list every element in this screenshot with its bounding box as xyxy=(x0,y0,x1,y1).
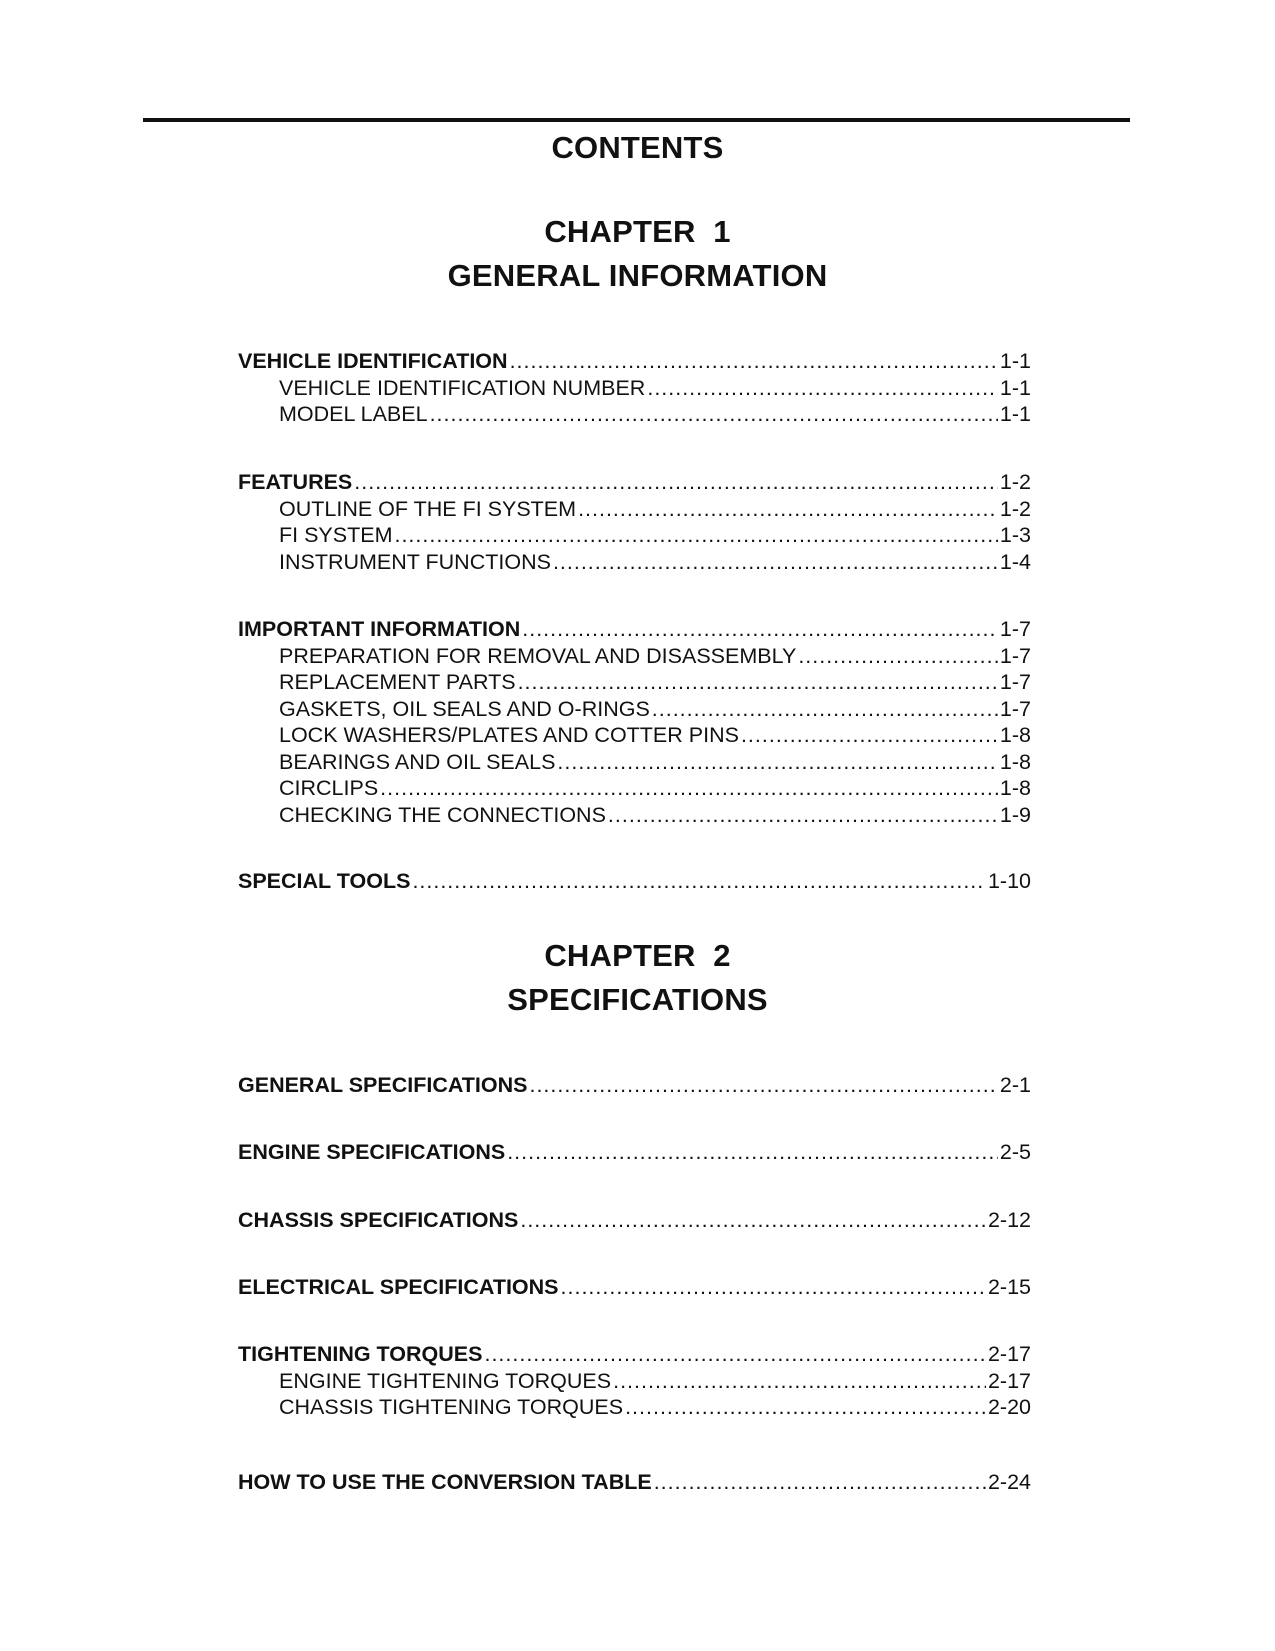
chapter-2-name: SPECIFICATIONS xyxy=(507,982,768,1017)
toc-entry-title: ELECTRICAL SPECIFICATIONS xyxy=(238,1275,559,1299)
chapter-2-heading: CHAPTER 2 xyxy=(544,938,731,973)
toc-section-chassis-specifications xyxy=(238,1207,1031,1234)
dot-leader xyxy=(625,1394,986,1421)
toc-subentry[interactable] xyxy=(238,775,1031,802)
toc-subentry[interactable] xyxy=(238,802,1031,829)
toc-subentry-page: 2-20 xyxy=(987,1395,1031,1419)
toc-entry-title: VEHICLE IDENTIFICATION xyxy=(238,349,508,373)
dot-leader xyxy=(741,722,998,749)
toc-subentry-title: REPLACEMENT PARTS xyxy=(279,670,516,694)
toc-entry[interactable] xyxy=(238,1341,1031,1368)
dot-leader xyxy=(529,1072,997,1099)
toc-entry-page: 2-12 xyxy=(987,1208,1031,1232)
contents-title: CONTENTS xyxy=(551,130,724,165)
toc-subentry[interactable] xyxy=(238,1368,1031,1395)
toc-entry-page: 1-7 xyxy=(999,617,1031,641)
toc-entry-page: 1-10 xyxy=(987,869,1031,893)
toc-subentry-title: OUTLINE OF THE FI SYSTEM xyxy=(279,496,577,521)
toc-subentry-page: 1-8 xyxy=(999,723,1031,747)
toc-entry[interactable] xyxy=(238,868,1031,895)
dot-leader xyxy=(430,401,998,428)
dot-leader xyxy=(652,696,998,723)
top-rule xyxy=(143,118,1130,122)
toc-entry[interactable] xyxy=(238,1274,1031,1301)
toc-entry-title: TIGHTENING TORQUES xyxy=(238,1342,483,1366)
dot-leader xyxy=(518,669,998,696)
dot-leader xyxy=(412,868,986,895)
toc-entry-title: GENERAL SPECIFICATIONS xyxy=(238,1073,528,1097)
toc-entry-page: 2-1 xyxy=(999,1073,1031,1097)
toc-section-electrical-specifications xyxy=(238,1274,1031,1301)
toc-subentry-title: PREPARATION FOR REMOVAL AND DISASSEMBLY xyxy=(279,643,797,668)
dot-leader xyxy=(557,749,998,776)
toc-subentry-page: 1-8 xyxy=(999,776,1031,800)
dot-leader xyxy=(798,643,998,670)
toc-section-features xyxy=(238,469,1031,575)
toc-subentry-page: 1-1 xyxy=(999,402,1031,426)
dot-leader xyxy=(654,1469,986,1496)
toc-section-vehicle-identification xyxy=(238,348,1031,428)
toc-subentry[interactable] xyxy=(238,696,1031,723)
toc-entry-title: IMPORTANT INFORMATION xyxy=(238,617,521,641)
toc-subentry[interactable] xyxy=(238,496,1031,523)
dot-leader xyxy=(507,1139,998,1166)
dot-leader xyxy=(647,375,998,402)
toc-subentry-page: 1-3 xyxy=(999,523,1031,547)
toc-subentry-title: MODEL LABEL xyxy=(279,402,428,426)
toc-subentry-page: 1-2 xyxy=(999,496,1031,521)
toc-section-important-information xyxy=(238,616,1031,828)
toc-subentry-page: 1-7 xyxy=(999,643,1031,668)
dot-leader xyxy=(484,1341,985,1368)
toc-entry-page: 1-1 xyxy=(999,349,1031,373)
chapter-1-name: GENERAL INFORMATION xyxy=(447,258,828,293)
toc-entry-page: 1-2 xyxy=(999,470,1031,494)
toc-entry-page: 2-24 xyxy=(987,1470,1031,1494)
dot-leader xyxy=(553,549,998,576)
toc-entry-title: CHASSIS SPECIFICATIONS xyxy=(238,1208,519,1232)
toc-subentry-page: 1-9 xyxy=(999,802,1031,827)
toc-section-general-specifications xyxy=(238,1072,1031,1099)
toc-subentry[interactable] xyxy=(238,549,1031,576)
toc-subentry[interactable] xyxy=(238,522,1031,549)
toc-subentry-page: 2-17 xyxy=(987,1368,1031,1393)
toc-subentry[interactable] xyxy=(238,749,1031,776)
toc-entry-title: SPECIAL TOOLS xyxy=(238,869,411,893)
toc-entry-page: 2-17 xyxy=(987,1342,1031,1366)
chapter-1-heading: CHAPTER 1 xyxy=(544,214,731,249)
toc-section-special-tools xyxy=(238,868,1031,895)
dot-leader xyxy=(520,1207,986,1234)
toc-subentry[interactable] xyxy=(238,643,1031,670)
toc-subentry[interactable] xyxy=(238,669,1031,696)
toc-subentry-page: 1-8 xyxy=(999,749,1031,774)
toc-section-engine-specifications xyxy=(238,1139,1031,1166)
toc-entry[interactable] xyxy=(238,1139,1031,1166)
toc-entry-page: 2-15 xyxy=(987,1275,1031,1299)
dot-leader xyxy=(510,348,998,375)
toc-subentry-page: 1-7 xyxy=(999,670,1031,694)
toc-subentry-title: ENGINE TIGHTENING TORQUES xyxy=(279,1368,612,1393)
toc-entry[interactable] xyxy=(238,469,1031,496)
toc-subentry[interactable] xyxy=(238,1394,1031,1421)
dot-leader xyxy=(522,616,998,643)
dot-leader xyxy=(608,802,998,829)
toc-entry[interactable] xyxy=(238,348,1031,375)
toc-subentry-title: BEARINGS AND OIL SEALS xyxy=(279,749,556,774)
toc-subentry-title: CIRCLIPS xyxy=(279,776,379,800)
dot-leader xyxy=(613,1368,986,1395)
dot-leader xyxy=(380,775,998,802)
toc-subentry-title: GASKETS, OIL SEALS AND O-RINGS xyxy=(279,696,650,721)
toc-subentry-title: FI SYSTEM xyxy=(279,523,393,547)
toc-subentry-title: CHECKING THE CONNECTIONS xyxy=(279,802,606,827)
toc-subentry-title: CHASSIS TIGHTENING TORQUES xyxy=(279,1395,624,1419)
dot-leader xyxy=(394,522,997,549)
toc-subentry-page: 1-1 xyxy=(999,375,1031,400)
toc-section-conversion-table xyxy=(238,1469,1031,1496)
toc-section-tightening-torques xyxy=(238,1341,1031,1421)
toc-entry[interactable] xyxy=(238,616,1031,643)
toc-entry-title: HOW TO USE THE CONVERSION TABLE xyxy=(238,1470,652,1494)
toc-subentry[interactable] xyxy=(238,722,1031,749)
toc-subentry-title: VEHICLE IDENTIFICATION NUMBER xyxy=(279,375,646,400)
toc-entry-title: FEATURES xyxy=(238,470,353,494)
dot-leader xyxy=(578,496,998,523)
toc-subentry-title: LOCK WASHERS/PLATES AND COTTER PINS xyxy=(279,723,739,747)
toc-entry[interactable] xyxy=(238,1207,1031,1234)
toc-entry-page: 2-5 xyxy=(999,1140,1031,1164)
toc-entry[interactable] xyxy=(238,1469,1031,1496)
toc-subentry[interactable] xyxy=(238,401,1031,428)
toc-entry-title: ENGINE SPECIFICATIONS xyxy=(238,1140,506,1164)
toc-subentry-page: 1-7 xyxy=(999,696,1031,721)
toc-entry[interactable] xyxy=(238,1072,1031,1099)
dot-leader xyxy=(561,1274,986,1301)
toc-subentry-title: INSTRUMENT FUNCTIONS xyxy=(279,549,551,574)
dot-leader xyxy=(354,469,998,496)
toc-subentry[interactable] xyxy=(238,375,1031,402)
toc-subentry-page: 1-4 xyxy=(999,549,1031,574)
